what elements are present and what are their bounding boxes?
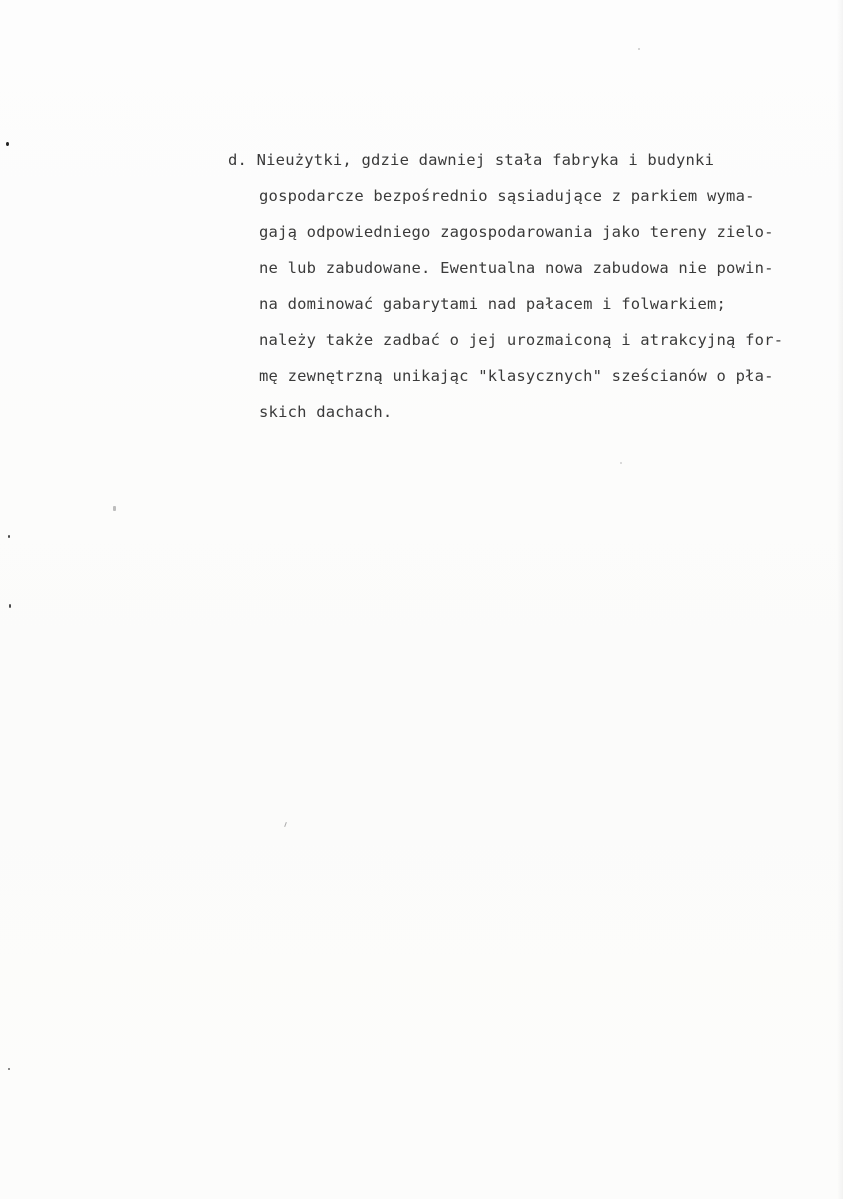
scan-speck bbox=[8, 1068, 10, 1070]
scan-speck bbox=[113, 506, 116, 511]
paragraph-line: należy także zadbać o jej urozmaiconą i atrakcyjną for- bbox=[259, 331, 784, 349]
paragraph-line: gają odpowiedniego zagospodarowania jako tereny zielo- bbox=[259, 223, 774, 241]
paragraph-line: gospodarcze bezpośrednio sąsiadujące z parkiem wyma- bbox=[259, 187, 755, 205]
scan-speck bbox=[620, 462, 622, 464]
scan-speck bbox=[638, 48, 640, 50]
paragraph-line: skich dachach. bbox=[259, 403, 393, 421]
paragraph-line: mę zewnętrzną unikając "klasycznych" sześcianów o pła- bbox=[259, 367, 774, 385]
paragraph-line: ne lub zabudowane. Ewentualna nowa zabudowa nie powin- bbox=[259, 259, 774, 277]
scan-speck bbox=[6, 142, 9, 146]
paragraph-line: na dominować gabarytami nad pałacem i folwarkiem; bbox=[259, 295, 727, 313]
scan-speck bbox=[9, 604, 11, 608]
scan-speck bbox=[8, 535, 10, 538]
paragraph-line: d. Nieużytki, gdzie dawniej stała fabryka i budynki bbox=[228, 151, 715, 169]
